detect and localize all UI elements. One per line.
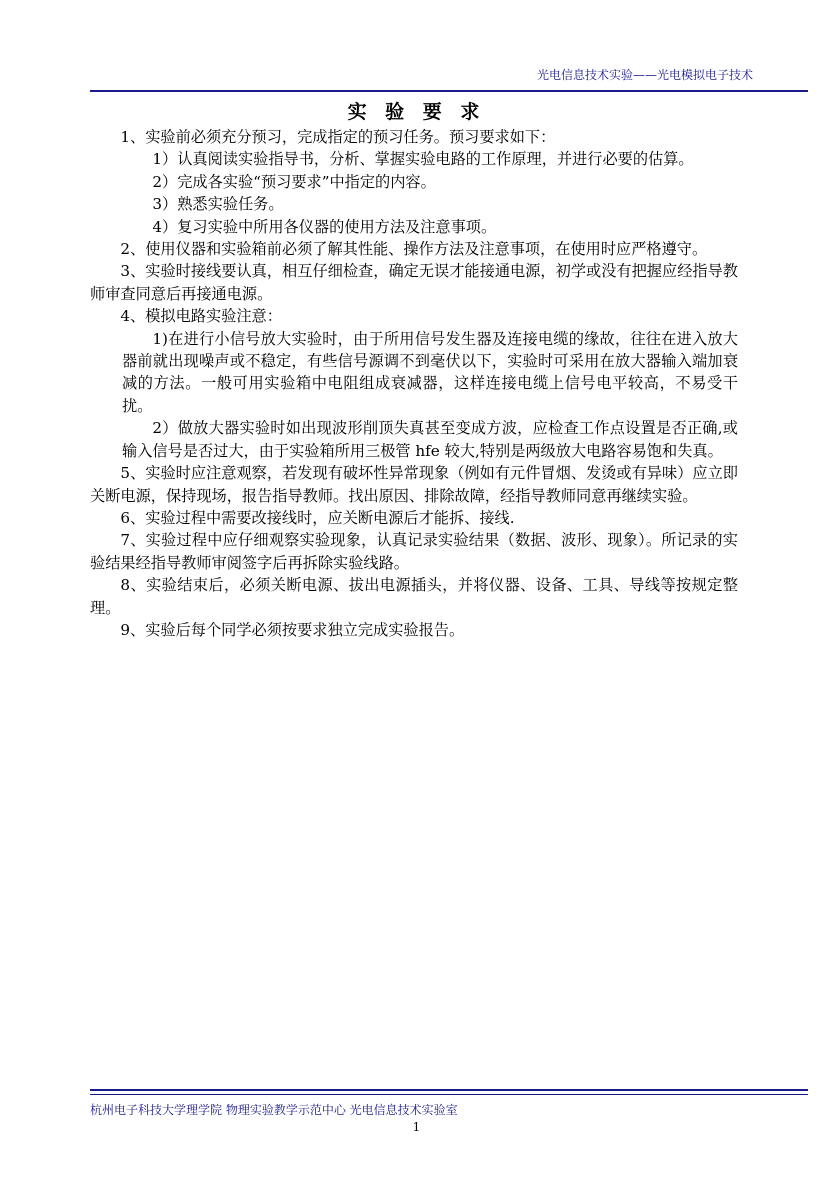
requirement-2: 2、使用仪器和实验箱前必须了解其性能、操作方法及注意事项，在使用时应严格遵守。 — [120, 240, 708, 259]
requirements-body — [90, 126, 738, 641]
requirement-4: 4、模拟电路实验注意： — [120, 307, 282, 326]
requirement-4-sub-2: 2）做放大器实验时如出现波形削顶失真甚至变成方波，应检查工作点设置是否正确,或输入信号是否过大，由于实验箱所用三极管 hfe 较大,特别是两级放大电路容易饱和失真。 — [122, 419, 738, 460]
requirement-8: 8、实验结束后，必须关断电源、拔出电源插头，并将仪器、设备、工具、导线等按规定整理。 — [90, 576, 738, 617]
requirement-1: 1、实验前必须充分预习，完成指定的预习任务。预习要求如下： — [120, 128, 556, 146]
requirement-4-sub-1: 1)在进行小信号放大实验时，由于所用信号发生器及连接电缆的缘故，往往在进入放大器前就出现噪声或不稳定，有些信号源调不到毫伏以下，实验时可采用在放大器输入端加衰减的方法。一般可用实验箱中电阻组成衰减器，这样连接电缆上信号电平较高，不易受干扰。 — [122, 329, 738, 415]
requirement-1-sub-2: 2）完成各实验“预习要求”中指定的内容。 — [152, 172, 436, 191]
footer-rule-thin — [90, 1094, 808, 1095]
requirement-1-sub-3: 3）熟悉实验任务。 — [152, 195, 284, 214]
running-footer: 杭州电子科技大学理学院 物理实验教学示范中心 光电信息技术实验室 — [90, 1103, 458, 1117]
requirement-5: 5、实验时应注意观察，若发现有破坏性异常现象（例如有元件冒烟、发烫或有异味）应立即关断电源，保持现场，报告指导教师。找出原因、排除故障，经指导教师同意再继续实验。 — [90, 464, 738, 505]
footer-rule-thick — [90, 1089, 808, 1091]
page-title: 实 验 要 求 — [347, 101, 486, 123]
requirement-3: 3、实验时接线要认真，相互仔细检查，确定无误才能接通电源，初学或没有把握应经指导教师审查同意后再接通电源。 — [90, 262, 738, 303]
requirement-1-sub-1: 1）认真阅读实验指导书，分析、掌握实验电路的工作原理，并进行必要的估算。 — [152, 150, 694, 169]
requirement-1-sub-4: 4）复习实验中所用各仪器的使用方法及注意事项。 — [152, 217, 497, 236]
requirement-6: 6、实验过程中需要改接线时，应关断电源后才能拆、接线. — [120, 508, 515, 527]
requirement-7: 7、实验过程中应仔细观察实验现象，认真记录实验结果（数据、波形、现象）。所记录的实验结果经指导教师审阅签字后再拆除实验线路。 — [90, 531, 738, 572]
header-rule — [90, 90, 808, 92]
page-number: 1 — [412, 1120, 421, 1134]
running-header: 光电信息技术实验——光电模拟电子技术 — [536, 68, 753, 82]
requirement-9: 9、实验后每个同学必须按要求独立完成实验报告。 — [120, 620, 465, 639]
